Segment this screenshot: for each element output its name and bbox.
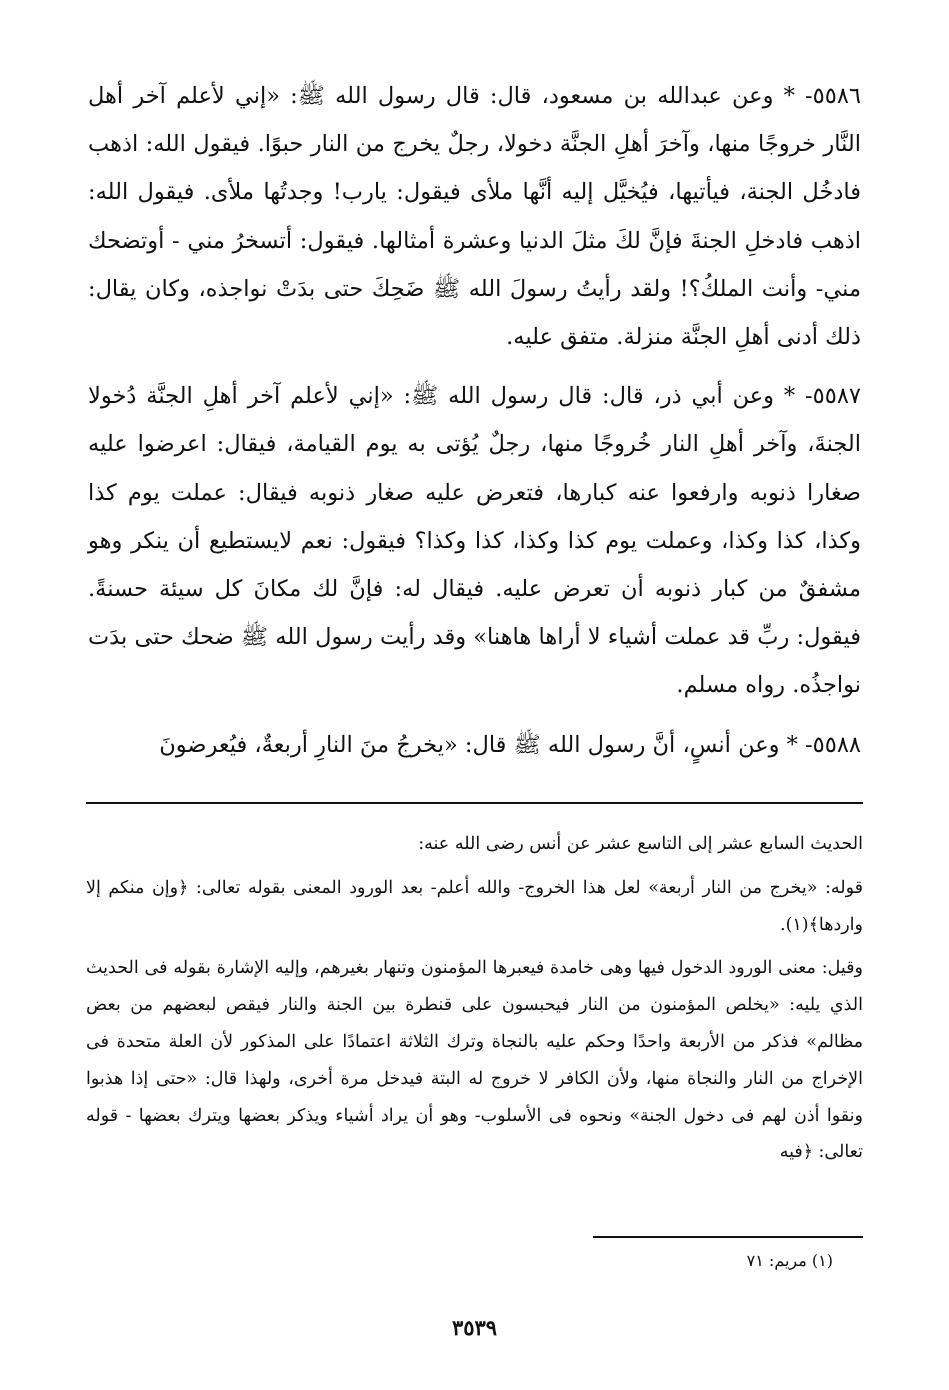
- commentary-heading: الحديث السابع عشر إلى التاسع عشر عن أنس رضى الله عنه:: [418, 834, 863, 854]
- main-text-divider: [86, 802, 863, 804]
- commentary-block: [86, 826, 863, 1178]
- commentary-paragraph: قوله: «يخرج من النار أربعة» لعل هذا الخروج- والله أعلم- بعد الورود المعنى بقوله تعالى: ﴿وإن منكم إلا واردها﴾(١).: [86, 877, 863, 935]
- footnote-divider: [593, 1236, 863, 1238]
- hadith-5588: ٥٥٨٨- * وعن أنسٍ، أنَّ رسول الله ﷺ قال: «يخرجُ منَ النارِ أربعةٌ، فيُعرضونَ: [159, 731, 861, 758]
- commentary-paragraph: وقيل: معنى الورود الدخول فيها وهى خامدة فيعبرها المؤمنون وتنهار بغيرهم، وإليه الإشارة بقوله فى الحديث الذي يليه: «يخلص المؤمنون من النار فيحبسون على قنطرة بين الجنة والنار فيقص لبعضهم من بعض مظالم» فذكر من الأربعة واحدًا وحكم عليه بالنجاة وترك الثلاثة اعتمادًا على المذكور لأن العلة متحدة فى الإخراج من النار والنجاة منها، ولأن الكافر لا خروج له البتة فيدخل مرة أخرى، ولهذا قال: «حتى إذا هذبوا ونقوا أذن لهم فى دخول الجنة» ونحوه فى الأسلوب- وهو أن يراد أشياء ويذكر بعضها ويترك بعضها - قوله تعالى: ﴿فيه: [86, 958, 863, 1163]
- hadith-text-block: [88, 72, 861, 780]
- footnote: (١) مريم: ٧١: [746, 1251, 833, 1270]
- hadith-5587: ٥٥٨٧- * وعن أبي ذر، قال: قال رسول الله ﷺ: «إني لأعلم آخر أهلِ الجنَّة دُخولا الجنةَ، وآخر أهلِ النار خُروجًا منها، رجلٌ يُؤتى به يوم القيامة، فيقال: اعرضوا عليه صغارا ذنوبه وارفعوا عنه كبارها، فتعرض عليه صغار ذنوبه فيقال: عملت يوم كذا وكذا، كذا وكذا، وعملت يوم كذا وكذا، كذا وكذا؟ فيقول: نعم لايستطيع أن ينكر وهو مشفقٌ من كبار ذنوبه أن تعرض عليه. فيقال له: فإنَّ لك مكانَ كل سيئة حسنةً. فيقول: ربِّ قد عملت أشياء لا أراها هاهنا» وقد رأيت رسول الله ﷺ ضحك حتى بدَت نواجذُه. رواه مسلم.: [88, 383, 861, 699]
- page-number: ٣٥٣٩: [451, 1315, 498, 1340]
- hadith-5586: ٥٥٨٦- * وعن عبدالله بن مسعود، قال: قال رسول الله ﷺ: «إني لأعلم آخر أهل النَّار خروجًا منها، وآخرَ أهلِ الجنَّة دخولا، رجلٌ يخرج من النار حبوًا. فيقول الله: اذهب فادخُل الجنة، فيأتيها، فيُخيَّل إليه أنَّها ملأى فيقول: يارب! وجدتُها ملأى. فيقول الله: اذهب فادخلِ الجنةَ فإنَّ لكَ مثلَ الدنيا وعشرة أمثالها. فيقول: أتسخرُ مني - أوتضحك مني- وأنت الملكُ؟! ولقد رأيتُ رسولَ الله ﷺ ضَحِكَ حتى بدَتْ نواجذه، وكان يقال: ذلك أدنى أهلِ الجنَّة منزلة. متفق عليه.: [88, 83, 861, 351]
